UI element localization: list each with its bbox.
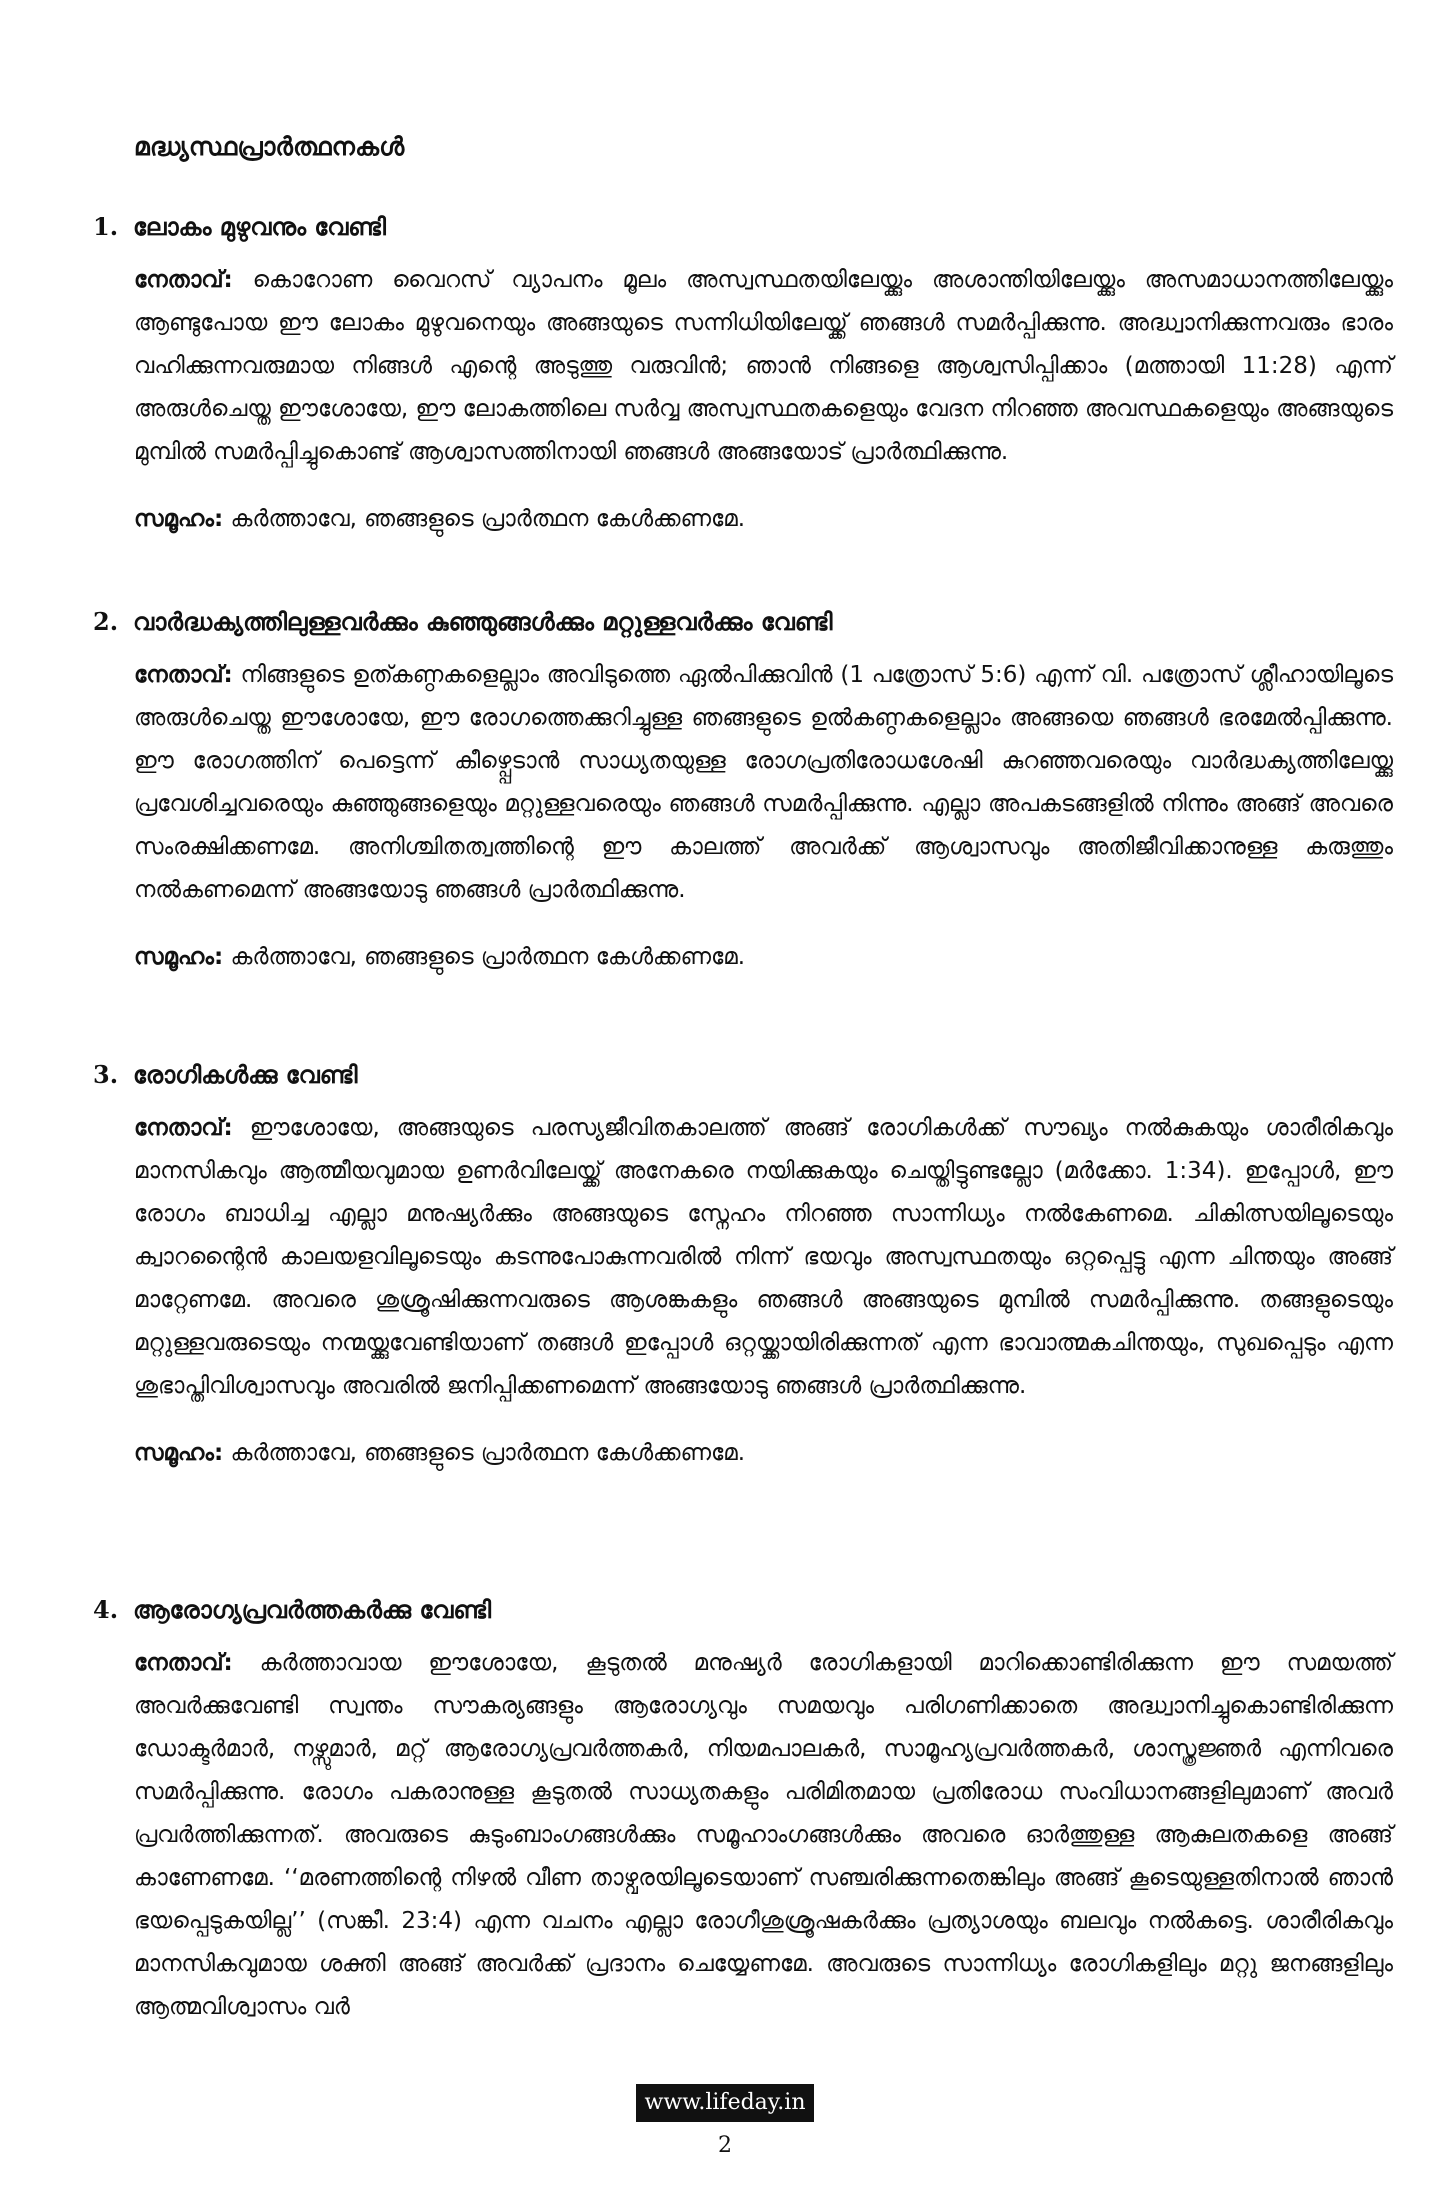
leader-label: നേതാവ്: [134,1115,233,1141]
section-heading [93,212,1393,241]
page-number: 2 [718,2133,732,2158]
section-heading [93,607,1393,636]
section-title: ലോകം മുഴുവനും വേണ്ടി [133,213,387,241]
section-number: 2. [93,607,119,636]
section-title: രോഗികൾക്കു വേണ്ടി [133,1061,358,1089]
response-label: സമൂഹം: [134,506,224,532]
response-text: കർത്താവേ, ഞങ്ങളുടെ പ്രാർത്ഥന കേൾക്കണമേ. [230,506,746,532]
leader-text: കൊറോണ വൈറസ് വ്യാപനം മൂലം അസ്വസ്ഥതയിലേയ്ക്കും അശാന്തിയിലേയ്ക്കും അസമാധാനത്തിലേയ്ക്കും ആണ്ടുപോയ ഈ ലോകം മുഴുവനെയും അങ്ങയുടെ സന്നിധിയിലേയ്ക്ക് ഞങ്ങൾ സമർപ്പിക്കുന്നു. അദ്ധ്വാനിക്കുന്നവരും ഭാരം വഹിക്കുന്നവരുമായ നിങ്ങൾ എന്റെ അടുത്തു വരുവിൻ; ഞാൻ നിങ്ങളെ ആശ്വസിപ്പിക്കാം (മത്തായി 11:28) എന്ന് അരുൾചെയ്ത ഈശോയേ, ഈ ലോകത്തിലെ സർവ്വ അസ്വസ്ഥതകളെയും വേദന നിറഞ്ഞ അവസ്ഥകളെയും അങ്ങയുടെ മുമ്പിൽ സമർപ്പിച്ചുകൊണ്ട് ആശ്വാസത്തിനായി ഞങ്ങൾ അങ്ങയോട് പ്രാർത്ഥിക്കുന്നു. [134,267,1393,465]
leader-paragraph [134,654,1393,912]
response-line [134,936,1393,979]
section-number: 3. [93,1060,119,1089]
response-line [134,1432,1393,1475]
section-heading [93,1595,1393,1624]
prayer-section-3 [93,1060,1393,1475]
section-title: വാർദ്ധക്യത്തിലുള്ളവർക്കും കുഞ്ഞുങ്ങൾക്കും മറ്റുള്ളവർക്കും വേണ്ടി [133,608,833,636]
leader-text: നിങ്ങളുടെ ഉത്കണ്ഠകളെല്ലാം അവിടുത്തെ ഏൽപിക്കുവിൻ (1 പത്രോസ് 5:6) എന്ന് വി. പത്രോസ് ശ്ലീഹായിലൂടെ അരുൾചെയ്ത ഈശോയേ, ഈ രോഗത്തെക്കുറിച്ചുള്ള ഞങ്ങളുടെ ഉൽകണ്ഠകളെല്ലാം അങ്ങയെ ഞങ്ങൾ ഭരമേൽപ്പിക്കുന്നു. ഈ രോഗത്തിന് പെട്ടെന്ന് കീഴ്പ്പെടാൻ സാധ്യതയുള്ള രോഗപ്രതിരോധശേഷി കുറഞ്ഞവരെയും വാർദ്ധക്യത്തിലേയ്ക്കു പ്രവേശിച്ചവരെയും കുഞ്ഞുങ്ങളെയും മറ്റുള്ളവരെയും ഞങ്ങൾ സമർപ്പിക്കുന്നു. എല്ലാ അപകടങ്ങളിൽ നിന്നും അങ്ങ് അവരെ സംരക്ഷിക്കണമേ. അനിശ്ചിതത്വത്തിന്റെ ഈ കാലത്ത് അവർക്ക് ആശ്വാസവും അതിജീവിക്കാനുള്ള കരുത്തും നൽകണമെന്ന് അങ്ങയോടു ഞങ്ങൾ പ്രാർത്ഥിക്കുന്നു. [134,662,1394,903]
prayer-section-2 [93,607,1393,979]
response-label: സമൂഹം: [134,944,224,970]
leader-paragraph [134,259,1393,474]
leader-paragraph [134,1642,1393,2029]
leader-label: നേതാവ്: [134,267,233,293]
leader-text: ഈശോയേ, അങ്ങയുടെ പരസ്യജീവിതകാലത്ത് അങ്ങ് രോഗികൾക്ക് സൗഖ്യം നൽകുകയും ശാരീരികവും മാനസികവും ആത്മീയവുമായ ഉണർവിലേയ്ക്ക് അനേകരെ നയിക്കുകയും ചെയ്തിട്ടുണ്ടല്ലോ (മർക്കോ. 1:34). ഇപ്പോൾ, ഈ രോഗം ബാധിച്ച എല്ലാ മനുഷ്യർക്കും അങ്ങയുടെ സ്നേഹം നിറഞ്ഞ സാന്നിധ്യം നൽകേണമെ. ചികിത്സയിലൂടെയും ക്വാറന്റൈൻ കാലയളവിലൂടെയും കടന്നുപോകുന്നവരിൽ നിന്ന് ഭയവും അസ്വസ്ഥതയും ഒറ്റപ്പെട്ടു എന്ന ചിന്തയും അങ്ങ് മാറ്റേണമേ. അവരെ ശുശ്രൂഷിക്കുന്നവരുടെ ആശങ്കകളും ഞങ്ങൾ അങ്ങയുടെ മുമ്പിൽ സമർപ്പിക്കുന്നു. തങ്ങളുടെയും മറ്റുള്ളവരുടെയും നന്മയ്ക്കുവേണ്ടിയാണ് തങ്ങൾ ഇപ്പോൾ ഒറ്റയ്ക്കായിരിക്കുന്നത് എന്ന ഭാവാത്മകചിന്തയും, സുഖപ്പെടും എന്ന ശുഭാപ്തിവിശ്വാസവും അവരിൽ ജനിപ്പിക്കണമെന്ന് അങ്ങയോടു ഞങ്ങൾ പ്രാർത്ഥിക്കുന്നു. [134,1115,1394,1399]
leader-label: നേതാവ്: [134,1650,233,1676]
section-number: 1. [93,212,119,241]
leader-paragraph [134,1107,1393,1408]
leader-text: കർത്താവായ ഈശോയേ, കൂടുതൽ മനുഷ്യർ രോഗികളായി മാറിക്കൊണ്ടിരിക്കുന്ന ഈ സമയത്ത് അവർക്കുവേണ്ടി സ്വന്തം സൗകര്യങ്ങളും ആരോഗ്യവും സമയവും പരിഗണിക്കാതെ അദ്ധ്വാനിച്ചുകൊണ്ടിരിക്കുന്ന ഡോക്ടർമാർ, നഴ്സുമാർ, മറ്റ് ആരോഗ്യപ്രവർത്തകർ, നിയമപാലകർ, സാമൂഹ്യപ്രവർത്തകർ, ശാസ്ത്രജ്ഞർ എന്നിവരെ സമർപ്പിക്കുന്നു. രോഗം പകരാനുള്ള കൂടുതൽ സാധ്യതകളും പരിമിതമായ പ്രതിരോധ സംവിധാനങ്ങളിലുമാണ് അവർ പ്രവർത്തിക്കുന്നത്. അവരുടെ കുടുംബാംഗങ്ങൾക്കും സമൂഹാംഗങ്ങൾക്കും അവരെ ഓർത്തുള്ള ആകുലതകളെ അങ്ങ് കാണേണമേ. ‘‘മരണത്തിന്റെ നിഴൽ വീണ താഴ്വരയിലൂടെയാണ് സഞ്ചരിക്കുന്നതെങ്കിലും അങ്ങ് കൂടെയുള്ളതിനാൽ ഞാൻ ഭയപ്പെടുകയില്ല’’ (സങ്കീ. 23:4) എന്ന വചനം എല്ലാ രോഗീശുശ്രൂഷകർക്കും പ്രത്യാശയും ബലവും നൽകട്ടെ. ശാരീരികവും മാനസികവുമായ ശക്തി അങ്ങ് അവർക്ക് പ്രദാനം ചെയ്യേണമേ. അവരുടെ സാന്നിധ്യം രോഗികളിലും മറ്റു ജനങ്ങളിലും ആത്മവിശ്വാസം വർ [134,1650,1393,2020]
leader-label: നേതാവ്: [134,662,233,688]
response-label: സമൂഹം: [134,1440,224,1466]
prayer-section-1 [93,212,1393,541]
section-title: ആരോഗ്യപ്രവർത്തകർക്കു വേണ്ടി [133,1596,492,1624]
section-heading [93,1060,1393,1089]
website-link[interactable]: www.lifeday.in [636,2084,814,2122]
response-text: കർത്താവേ, ഞങ്ങളുടെ പ്രാർത്ഥന കേൾക്കണമേ. [230,944,746,970]
page-title: മദ്ധ്യസ്ഥപ്രാർത്ഥനകൾ [134,132,405,161]
response-line [134,498,1393,541]
response-text: കർത്താവേ, ഞങ്ങളുടെ പ്രാർത്ഥന കേൾക്കണമേ. [230,1440,746,1466]
section-number: 4. [93,1595,119,1624]
prayer-section-4 [93,1595,1393,2029]
